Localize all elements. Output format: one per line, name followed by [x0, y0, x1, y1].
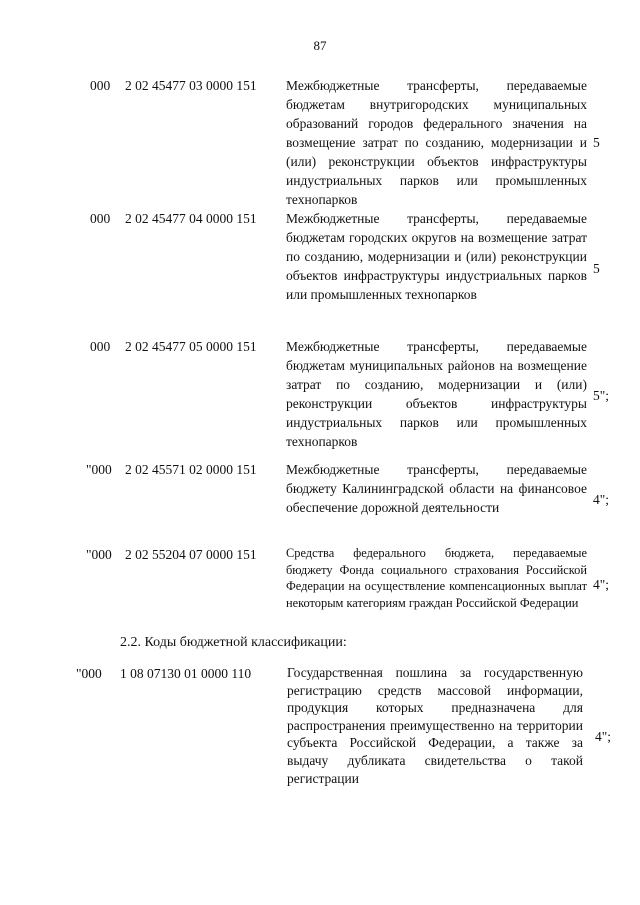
norm-value: 5"; [593, 388, 610, 403]
budget-code: 2 02 45477 05 0000 151 [125, 339, 257, 354]
norm-value: 4"; [593, 577, 610, 592]
admin-code: "000 [76, 666, 102, 681]
code-description: Межбюджетные трансферты, передаваемые бюджетам муниципальных районов на возмещение затрат по созданию, модернизации и (или) реконструкции объектов инфраструктуры индустриальных парков или промышленных технопарков [286, 339, 587, 449]
norm-value: 4"; [593, 492, 610, 507]
budget-code: 2 02 45477 03 0000 151 [125, 78, 257, 93]
norm-value: 5 [593, 261, 600, 276]
norm-value: 5 [593, 135, 600, 150]
admin-code: 000 [90, 211, 111, 226]
section-heading: 2.2. Коды бюджетной классификации: [120, 635, 347, 650]
admin-code: 000 [90, 339, 111, 354]
budget-code: 2 02 45477 04 0000 151 [125, 211, 257, 226]
budget-code: 2 02 45571 02 0000 151 [125, 462, 257, 477]
page-number: 87 [313, 38, 327, 53]
budget-code: 1 08 07130 01 0000 110 [120, 666, 252, 681]
code-description: Средства федерального бюджета, передаваемые бюджету Фонда социального страхования Российской Федерации на осуществление компенсационных выплат некоторым категориям граждан Российской Федерации [286, 546, 587, 610]
budget-code: 2 02 55204 07 0000 151 [125, 547, 257, 562]
code-description: Межбюджетные трансферты, передаваемые бюджетам городских округов на возмещение затрат по созданию, модернизации и (или) реконструкции объектов инфраструктуры индустриальных парков или промышленных технопарков [286, 211, 587, 302]
admin-code: "000 [86, 547, 112, 562]
admin-code: 000 [90, 78, 111, 93]
code-description: Межбюджетные трансферты, передаваемые бюджетам внутригородских муниципальных образований городов федерального значения на возмещение затрат по созданию, модернизации и (или) реконструкции объектов инфраструктуры индустриальных парков или промышленных технопарков [286, 78, 587, 207]
norm-value: 4"; [595, 729, 612, 744]
code-description: Межбюджетные трансферты, передаваемые бюджету Калининградской области на финансовое обеспечение дорожной деятельности [286, 462, 587, 515]
admin-code: "000 [86, 462, 112, 477]
code-description: Государственная пошлина за государственную регистрацию средств массовой информации, продукция которых предназначена для распространения преимущественно на территории субъекта Российской Федерации, а также за выдачу дубликата свидетельства о такой регистрации [287, 665, 583, 786]
